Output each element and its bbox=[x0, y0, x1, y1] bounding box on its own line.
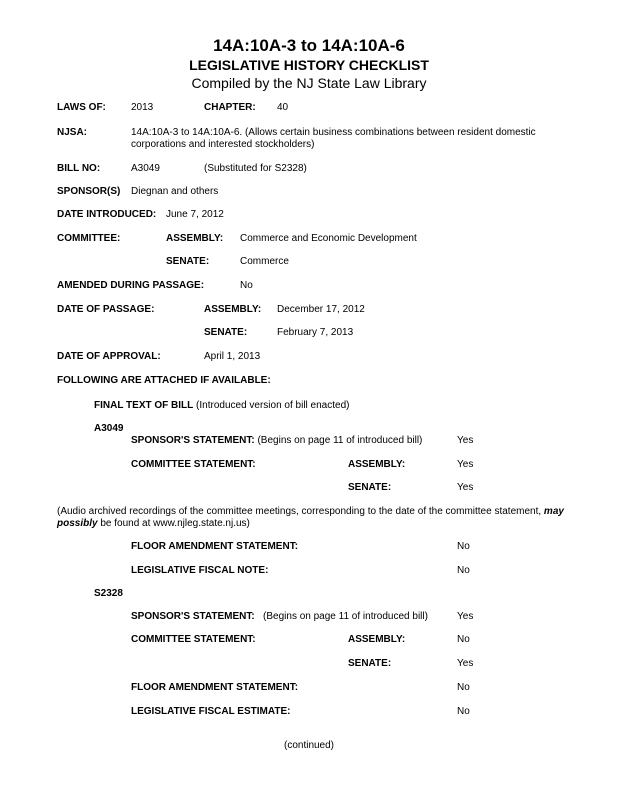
sponsors-value: Diegnan and others bbox=[131, 186, 219, 197]
date-introduced-value: June 7, 2012 bbox=[166, 209, 224, 220]
laws-of-value: 2013 bbox=[131, 102, 154, 113]
final-text-row bbox=[94, 400, 349, 412]
s2328-fiscal-value: No bbox=[457, 706, 470, 717]
a3049-floor-amendment-value: No bbox=[457, 541, 470, 552]
a3049-sponsor-statement-value: Yes bbox=[457, 435, 474, 446]
s2328-senate-value: Yes bbox=[457, 658, 474, 669]
laws-of-label: LAWS OF: bbox=[57, 102, 106, 113]
s2328-fiscal-label: LEGISLATIVE FISCAL ESTIMATE: bbox=[131, 706, 291, 717]
s2328-assembly-value: No bbox=[457, 634, 470, 645]
s2328-sponsor-statement-row bbox=[131, 611, 428, 623]
s2328-sponsor-statement-label: SPONSOR'S STATEMENT: bbox=[131, 611, 255, 622]
passage-senate-label: SENATE: bbox=[204, 327, 248, 338]
committee-assembly-value: Commerce and Economic Development bbox=[240, 233, 417, 244]
continued-note: (continued) bbox=[283, 740, 335, 751]
passage-senate-value: February 7, 2013 bbox=[277, 327, 354, 338]
s2328-floor-amendment-label: FLOOR AMENDMENT STATEMENT: bbox=[131, 682, 299, 693]
a3049-assembly-label: ASSEMBLY: bbox=[348, 459, 406, 470]
compiled-by: Compiled by the NJ State Law Library bbox=[191, 75, 427, 91]
a3049-fiscal-value: No bbox=[457, 565, 470, 576]
sponsors-label: SPONSOR(S) bbox=[57, 186, 121, 197]
a3049-heading: A3049 bbox=[94, 423, 124, 434]
a3049-sponsor-statement-row bbox=[131, 435, 422, 447]
s2328-sponsor-statement-value: Yes bbox=[457, 611, 474, 622]
final-text-note: (Introduced version of bill enacted) bbox=[196, 400, 350, 411]
committee-assembly-label: ASSEMBLY: bbox=[166, 233, 224, 244]
bill-no-value: A3049 bbox=[131, 163, 160, 174]
document-subtitle: LEGISLATIVE HISTORY CHECKLIST bbox=[189, 57, 429, 73]
chapter-label: CHAPTER: bbox=[204, 102, 256, 113]
s2328-senate-label: SENATE: bbox=[348, 658, 392, 669]
amended-label: AMENDED DURING PASSAGE: bbox=[57, 280, 205, 291]
s2328-heading: S2328 bbox=[94, 588, 123, 599]
a3049-assembly-value: Yes bbox=[457, 459, 474, 470]
njsa-value: 14A:10A-3 to 14A:10A-6. (Allows certain business combinations between resident domestic corporations and interested stockholders) bbox=[131, 127, 536, 150]
audio-note-after: be found at www.njleg.state.nj.us) bbox=[97, 518, 250, 529]
bill-no-label: BILL NO: bbox=[57, 163, 101, 174]
a3049-floor-amendment-label: FLOOR AMENDMENT STATEMENT: bbox=[131, 541, 299, 552]
s2328-sponsor-statement-note: (Begins on page 11 of introduced bill) bbox=[263, 611, 428, 622]
date-introduced-label: DATE INTRODUCED: bbox=[57, 209, 157, 220]
attached-heading: FOLLOWING ARE ATTACHED IF AVAILABLE: bbox=[57, 375, 271, 386]
a3049-sponsor-statement-label: SPONSOR'S STATEMENT: bbox=[131, 435, 255, 446]
chapter-value: 40 bbox=[277, 102, 289, 113]
committee-label: COMMITTEE: bbox=[57, 233, 121, 244]
njsa-label: NJSA: bbox=[57, 127, 88, 138]
audio-note-before: (Audio archived recordings of the committee meetings, corresponding to the date of the committee statement, bbox=[57, 506, 544, 517]
approval-label: DATE OF APPROVAL: bbox=[57, 351, 161, 362]
committee-senate-value: Commerce bbox=[240, 256, 289, 267]
amended-value: No bbox=[240, 280, 253, 291]
a3049-fiscal-label: LEGISLATIVE FISCAL NOTE: bbox=[131, 565, 269, 576]
a3049-senate-value: Yes bbox=[457, 482, 474, 493]
final-text-label: FINAL TEXT OF BILL bbox=[94, 400, 194, 411]
a3049-sponsor-statement-note: (Begins on page 11 of introduced bill) bbox=[257, 435, 423, 446]
a3049-senate-label: SENATE: bbox=[348, 482, 392, 493]
committee-senate-label: SENATE: bbox=[166, 256, 210, 267]
passage-assembly-label: ASSEMBLY: bbox=[204, 304, 262, 315]
a3049-committee-statement-label: COMMITTEE STATEMENT: bbox=[131, 459, 256, 470]
s2328-floor-amendment-value: No bbox=[457, 682, 470, 693]
passage-label: DATE OF PASSAGE: bbox=[57, 304, 155, 315]
audio-note bbox=[57, 506, 605, 530]
passage-assembly-value: December 17, 2012 bbox=[277, 304, 365, 315]
bill-no-note: (Substituted for S2328) bbox=[204, 163, 307, 174]
document-title: 14A:10A-3 to 14A:10A-6 bbox=[213, 36, 405, 55]
s2328-assembly-label: ASSEMBLY: bbox=[348, 634, 406, 645]
s2328-committee-statement-label: COMMITTEE STATEMENT: bbox=[131, 634, 256, 645]
approval-value: April 1, 2013 bbox=[204, 351, 261, 362]
audio-note-emphasis: may possibly bbox=[57, 506, 564, 529]
